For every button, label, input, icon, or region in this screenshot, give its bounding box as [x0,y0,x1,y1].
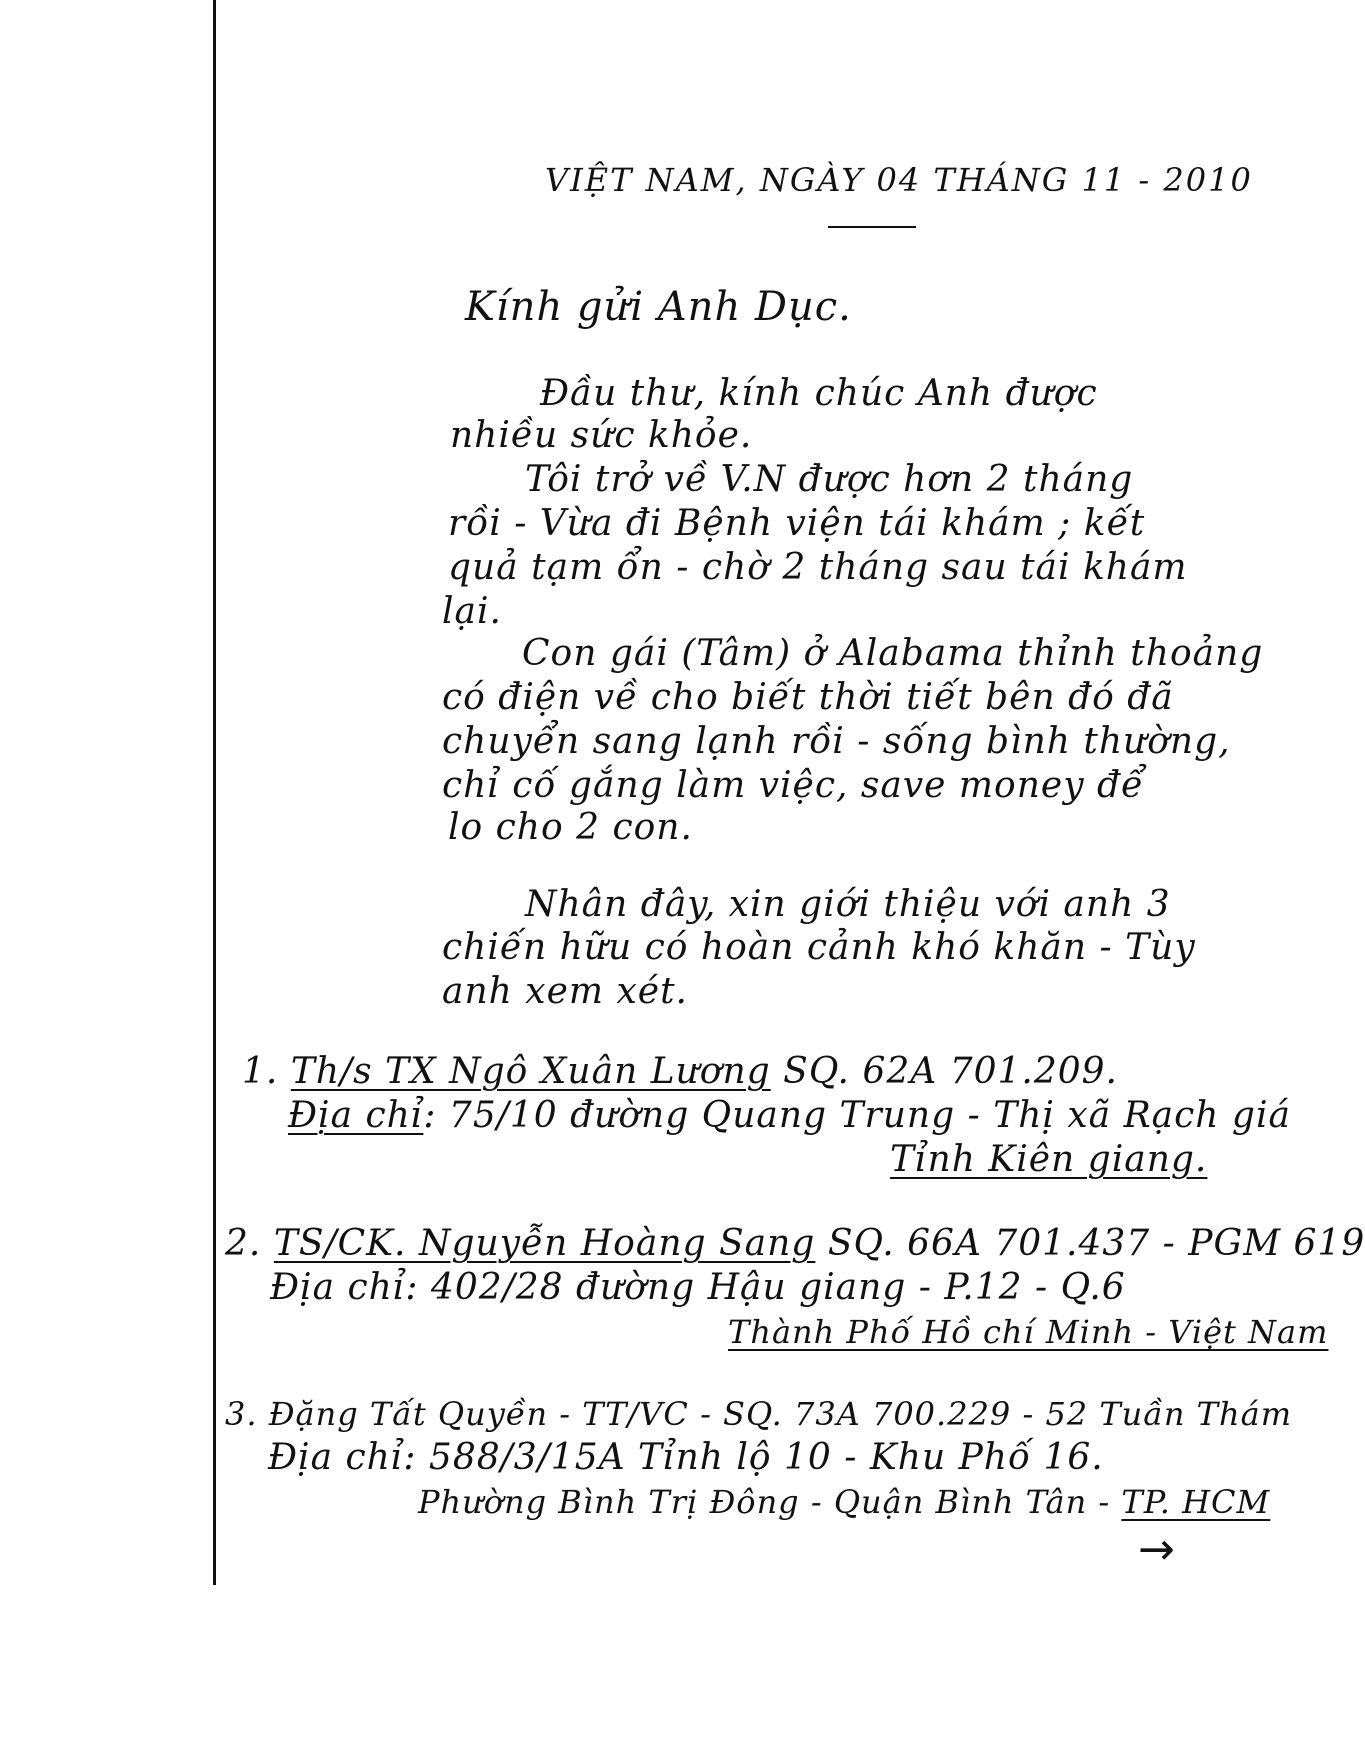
entry-3-address [268,1436,1104,1480]
entry-number: 1. [242,1051,279,1092]
entry-name: Th/s TX Ngô Xuân Lương [290,1051,771,1092]
paragraph-line: anh xem xét. [442,971,688,1012]
date-rule [828,226,916,228]
address-label: Địa chỉ [268,1437,404,1478]
date-line: VIỆT NAM, NGÀY 04 THÁNG 11 - 2010 [545,161,1253,199]
paragraph-line: nhiều sức khỏe. [450,415,753,456]
entry-name: TS/CK. Nguyễn Hoàng Sang [273,1223,816,1264]
address-line: : 588/3/15A Tỉnh lộ 10 - Khu Phố 16. [403,1437,1104,1478]
paragraph-line: có điện về cho biết thời tiết bên đó đã [442,677,1174,718]
paragraph-line: quả tạm ổn - chờ 2 tháng sau tái khám [448,547,1188,588]
entry-sq: SQ. 62A 701.209. [783,1051,1119,1092]
paragraph-line: Nhân đây, xin giới thiệu với anh 3 [525,884,1171,925]
entry-1-address [288,1094,1291,1138]
entry-number: 2. [225,1223,262,1264]
entry-sq: SQ. 66A 701.437 - PGM 619 [827,1223,1365,1264]
address-line: Phường Bình Trị Đông - Quận Bình Tân - [418,1483,1122,1521]
address-label: Địa chỉ [270,1267,406,1308]
entry-1-address-line2: Tỉnh Kiên giang. [890,1139,1208,1180]
paragraph-line: chỉ cố gắng làm việc, save money để [442,765,1145,806]
paragraph-line: lại. [442,591,502,632]
address-line: : 75/10 đường Quang Trung - Thị xã Rạch giá [423,1095,1291,1136]
entry-2-address [270,1266,1126,1310]
margin-line [213,0,216,1585]
continue-arrow-icon: → [1138,1524,1175,1575]
address-line: : 402/28 đường Hậu giang - P.12 - Q.6 [405,1267,1126,1308]
address-label: Địa chỉ [288,1095,424,1136]
paragraph-line: rồi - Vừa đi Bệnh viện tái khám ; kết [448,503,1146,544]
entry-name: Đặng Tất Quyền - TT/VC - SQ. 73A 700.229 - 52 Tuần Thám [268,1395,1293,1433]
salutation: Kính gửi Anh Dục. [465,284,852,330]
entry-3-line [225,1392,1292,1436]
paragraph-line: Con gái (Tâm) ở Alabama thỉnh thoảng [522,633,1264,674]
address-city: TP. HCM [1121,1483,1271,1521]
entry-number: 3. [225,1395,258,1433]
paragraph-line: lo cho 2 con. [448,807,693,848]
entry-1-line [242,1050,1118,1094]
entry-3-address-line2 [418,1480,1270,1524]
entry-2-address-line2: Thành Phố Hồ chí Minh - Việt Nam [728,1313,1329,1351]
paragraph-line: Tôi trở về V.N được hơn 2 tháng [525,459,1134,500]
entry-2-line [225,1222,1365,1266]
paragraph-line: Đầu thư, kính chúc Anh được [540,373,1098,414]
paragraph-line: chuyển sang lạnh rồi - sống bình thường, [442,721,1231,762]
paragraph-line: chiến hữu có hoàn cảnh khó khăn - Tùy [442,927,1196,968]
